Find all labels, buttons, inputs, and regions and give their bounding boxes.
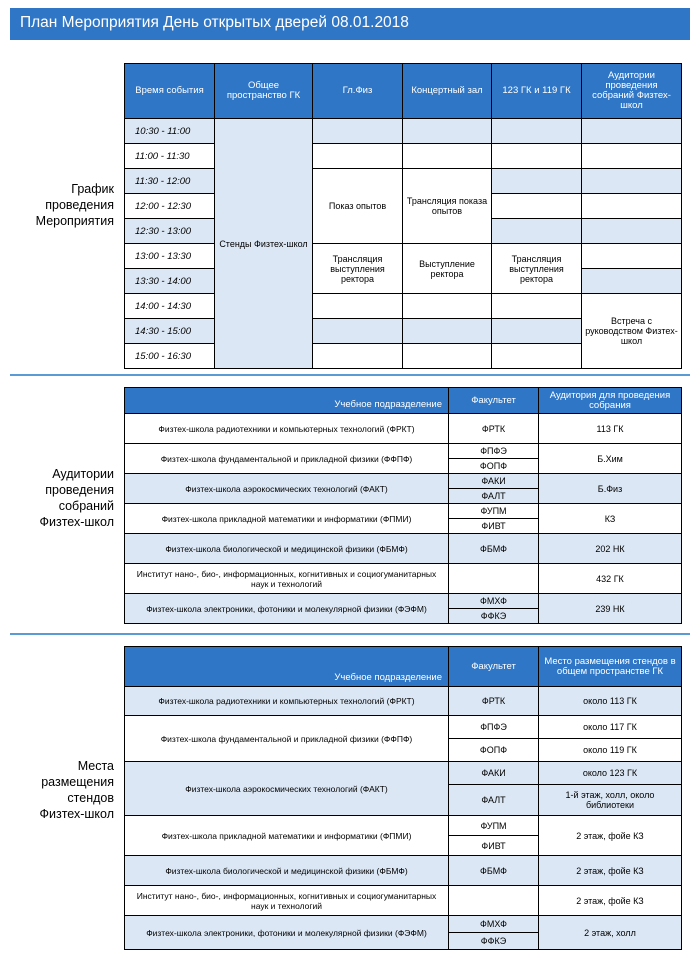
unit-cell: Физтех-школа радиотехники и компьютерных технологий (ФРКТ) [125,414,449,444]
auditoriums-section-label: Аудитории проведения собраний Физтех-школ [39,467,114,529]
empty-cell [403,344,492,369]
faculty-cell: ФИВТ [449,519,539,534]
place-cell: около 123 ГК [539,762,682,785]
time-slot: 12:00 - 12:30 [125,194,215,219]
room-cell: КЗ [539,504,682,534]
table-row [125,474,682,489]
header-concert-hall: Концертный зал [403,64,492,119]
gk-broadcast-event: Трансляция выступления ректора [492,244,582,294]
glfiz-demo-event: Показ опытов [313,169,403,244]
place-cell: 2 этаж, фойе КЗ [539,816,682,856]
place-cell: около 113 ГК [539,687,682,716]
time-slot: 11:00 - 11:30 [125,144,215,169]
room-cell: Б.Хим [539,444,682,474]
header-faculty: Факультет [449,647,539,687]
header-auditoriums: Аудитории проведения собраний Физтех-школ [582,64,682,119]
empty-cell [492,119,582,144]
faculty-cell: ФРТК [449,687,539,716]
auditoriums-header-row [125,388,682,414]
place-cell: 2 этаж, холл [539,916,682,950]
empty-cell [582,169,682,194]
table-row [125,504,682,519]
faculty-cell: ФАКИ [449,474,539,489]
empty-cell [582,269,682,294]
header-unit: Учебное подразделение [125,647,449,687]
unit-cell: Институт нано-, био-, информационных, когнитивных и социогуманитарных наук и технологий [125,886,449,916]
faculty-cell: ФУПМ [449,504,539,519]
header-faculty: Факультет [449,388,539,414]
header-glfiz: Гл.Физ [313,64,403,119]
faculty-cell: ФАЛТ [449,489,539,504]
page-title: План Мероприятия День открытых дверей 08.01.2018 [10,8,690,40]
empty-cell [582,219,682,244]
table-row [125,716,682,739]
header-common-space: Общее пространство ГК [215,64,313,119]
schedule-section-label: График проведения Мероприятия [35,182,114,228]
room-cell: Б.Физ [539,474,682,504]
room-cell: 113 ГК [539,414,682,444]
room-cell: 432 ГК [539,564,682,594]
time-slot: 15:00 - 16:30 [125,344,215,369]
unit-cell: Физтех-школа биологической и медицинской физики (ФБМФ) [125,856,449,886]
room-cell: 239 НК [539,594,682,624]
time-slot: 10:30 - 11:00 [125,119,215,144]
time-slot: 14:00 - 14:30 [125,294,215,319]
time-slot: 11:30 - 12:00 [125,169,215,194]
unit-cell: Физтех-школа фундаментальной и прикладной физики (ФФПФ) [125,444,449,474]
empty-cell [403,144,492,169]
unit-cell: Физтех-школа электроники, фотоники и молекулярной физики (ФЭФМ) [125,916,449,950]
time-slot: 13:00 - 13:30 [125,244,215,269]
empty-cell [582,119,682,144]
place-cell: 2 этаж, фойе КЗ [539,856,682,886]
faculty-cell: ФОПФ [449,459,539,474]
faculty-cell: ФПФЭ [449,444,539,459]
table-row [125,444,682,459]
empty-cell [313,294,403,319]
unit-cell: Физтех-школа электроники, фотоники и молекулярной физики (ФЭФМ) [125,594,449,624]
stands-table [124,646,682,950]
faculty-cell: ФФКЭ [449,933,539,950]
header-123gk: 123 ГК и 119 ГК [492,64,582,119]
table-row [125,414,682,444]
room-cell: 202 НК [539,534,682,564]
place-cell: около 117 ГК [539,716,682,739]
unit-cell: Институт нано-, био-, информационных, когнитивных и социогуманитарных наук и технологий [125,564,449,594]
unit-cell: Физтех-школа радиотехники и компьютерных технологий (ФРКТ) [125,687,449,716]
empty-cell [313,144,403,169]
empty-cell [492,294,582,319]
section-divider [10,374,690,376]
unit-cell: Физтех-школа прикладной математики и информатики (ФПМИ) [125,816,449,856]
empty-cell [492,319,582,344]
table-row [125,564,682,594]
empty-cell [492,144,582,169]
table-row [125,856,682,886]
time-slot-row [125,244,682,269]
empty-cell [492,219,582,244]
unit-cell: Физтех-школа биологической и медицинской физики (ФБМФ) [125,534,449,564]
place-cell: 1-й этаж, холл, около библиотеки [539,785,682,816]
empty-cell [313,319,403,344]
table-row [125,687,682,716]
table-row [125,534,682,564]
unit-cell: Физтех-школа фундаментальной и прикладной физики (ФФПФ) [125,716,449,762]
empty-cell [582,144,682,169]
table-row [125,816,682,836]
unit-cell: Физтех-школа аэрокосмических технологий (ФАКТ) [125,474,449,504]
unit-cell: Физтех-школа аэрокосмических технологий (ФАКТ) [125,762,449,816]
hall-speech-event: Выступление ректора [403,244,492,294]
empty-cell [403,319,492,344]
header-unit: Учебное подразделение [125,388,449,414]
empty-cell [313,119,403,144]
faculty-cell: ФРТК [449,414,539,444]
auditoriums-table [124,387,682,624]
schedule-table [124,63,682,369]
stands-section-label: Места размещения стендов Физтех-школ [39,759,114,821]
time-slot-row [125,294,682,319]
faculty-cell: ФОПФ [449,739,539,762]
empty-cell [492,194,582,219]
faculty-cell: ФБМФ [449,534,539,564]
empty-cell [492,169,582,194]
place-cell: около 119 ГК [539,739,682,762]
table-row [125,916,682,933]
header-time: Время события [125,64,215,119]
time-slot-row [125,144,682,169]
time-slot: 13:30 - 14:00 [125,269,215,294]
faculty-cell: ФПФЭ [449,716,539,739]
faculty-cell: ФАЛТ [449,785,539,816]
table-row [125,594,682,609]
stands-header-row [125,647,682,687]
faculty-cell [449,886,539,916]
empty-cell [403,294,492,319]
empty-cell [492,344,582,369]
table-row [125,886,682,916]
faculty-cell: ФИВТ [449,836,539,856]
time-slot: 14:30 - 15:00 [125,319,215,344]
hall-broadcast-event: Трансляция показа опытов [403,169,492,244]
faculty-cell: ФБМФ [449,856,539,886]
table-row [125,762,682,785]
section-divider [10,633,690,635]
schedule-header-row [125,64,682,119]
place-cell: 2 этаж, фойе КЗ [539,886,682,916]
empty-cell [403,119,492,144]
header-stand-place: Место размещения стендов в общем пространстве ГК [539,647,682,687]
empty-cell [313,344,403,369]
faculty-cell: ФФКЭ [449,609,539,624]
header-room: Аудитория для проведения собрания [539,388,682,414]
faculty-cell: ФУПМ [449,816,539,836]
unit-cell: Физтех-школа прикладной математики и информатики (ФПМИ) [125,504,449,534]
faculty-cell: ФМХФ [449,594,539,609]
time-slot-row [125,169,682,194]
faculty-cell [449,564,539,594]
empty-cell [582,244,682,269]
time-slot-row [125,119,682,144]
glfiz-broadcast-event: Трансляция выступления ректора [313,244,403,294]
faculty-cell: ФМХФ [449,916,539,933]
faculty-cell: ФАКИ [449,762,539,785]
empty-cell [582,194,682,219]
time-slot: 12:30 - 13:00 [125,219,215,244]
stands-event: Стенды Физтех-школ [215,119,313,369]
meeting-event: Встреча с руководством Физтех-школ [582,294,682,369]
